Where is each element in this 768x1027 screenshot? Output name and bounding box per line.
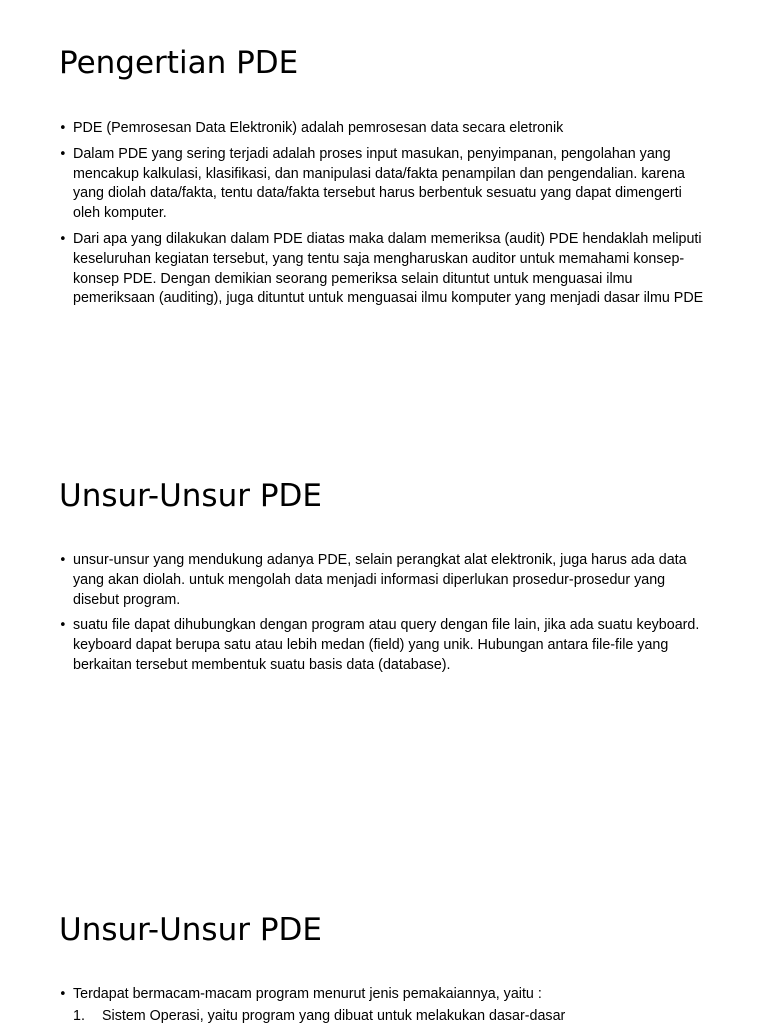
bullet-item [59,145,709,224]
bullet-item [59,616,709,675]
bullet-item [59,230,709,309]
bullet-icon: • [59,987,67,1002]
bullet-text: Terdapat bermacam-macam program menurut jenis pemakaiannya, yaitu : [73,986,542,1002]
bullet-text: Dalam PDE yang sering terjadi adalah proses input masukan, penyimpanan, pengolahan yang mencakup kalkulasi, klasifikasi, dan manipulasi data/fakta penampilan dan pengendalian. karena yang diolah data/fakta, tentu data/fakta tersebut harus berbentuk sesuatu yang dapat dimengerti oleh komputer. [73,145,685,222]
number-marker: 1. [73,1008,85,1024]
slide-unsur-unsur-pde-2 [0,860,768,1024]
slide-pengertian-pde [0,0,768,430]
bullet-icon: • [59,146,67,162]
bullet-text: Dari apa yang dilakukan dalam PDE diatas maka dalam memeriksa (audit) PDE hendaklah meliputi keseluruhan kegiatan tersebut, yang tentu saja mengharuskan auditor untuk memahami konsep-konsep PDE. Dengan demikian seorang pemeriksa selain dituntut untuk menguasai ilmu pemeriksaan (auditing), juga dituntut untuk menguasai ilmu komputer yang menjadi dasar ilmu PDE [73,230,704,307]
bullet-icon: • [59,618,67,634]
slide-title: Unsur-Unsur PDE [59,912,322,948]
numbered-text: Sistem Operasi, yaitu program yang dibuat untuk melakukan dasar-dasar [102,1008,566,1024]
bullet-text: suatu file dapat dihubungkan dengan program atau query dengan file lain, jika ada suatu keyboard. keyboard dapat berupa satu atau lebih medan (field) yang unik. Hubungan antara file-file yang berkaitan tersebut membentuk suatu basis data (database). [73,617,700,673]
slide-title: Unsur-Unsur PDE [59,478,322,514]
bullet-item [59,119,709,139]
slide-title: Pengertian PDE [59,45,299,81]
bullet-icon: • [59,553,67,568]
bullet-list [59,551,709,682]
slide-unsur-unsur-pde-1 [0,430,768,860]
bullet-icon: • [59,231,67,247]
bullet-icon: • [59,121,67,136]
bullet-text: PDE (Pemrosesan Data Elektronik) adalah pemrosesan data secara eletronik [73,120,564,136]
bullet-list [59,119,709,315]
bullet-item [59,551,709,610]
bullet-item [59,985,709,1005]
bullet-text: unsur-unsur yang mendukung adanya PDE, selain perangkat alat elektronik, juga harus ada data yang akan diolah. untuk mengolah data menjadi informasi diperlukan prosedur-prosedur yang disebut program. [73,552,687,608]
